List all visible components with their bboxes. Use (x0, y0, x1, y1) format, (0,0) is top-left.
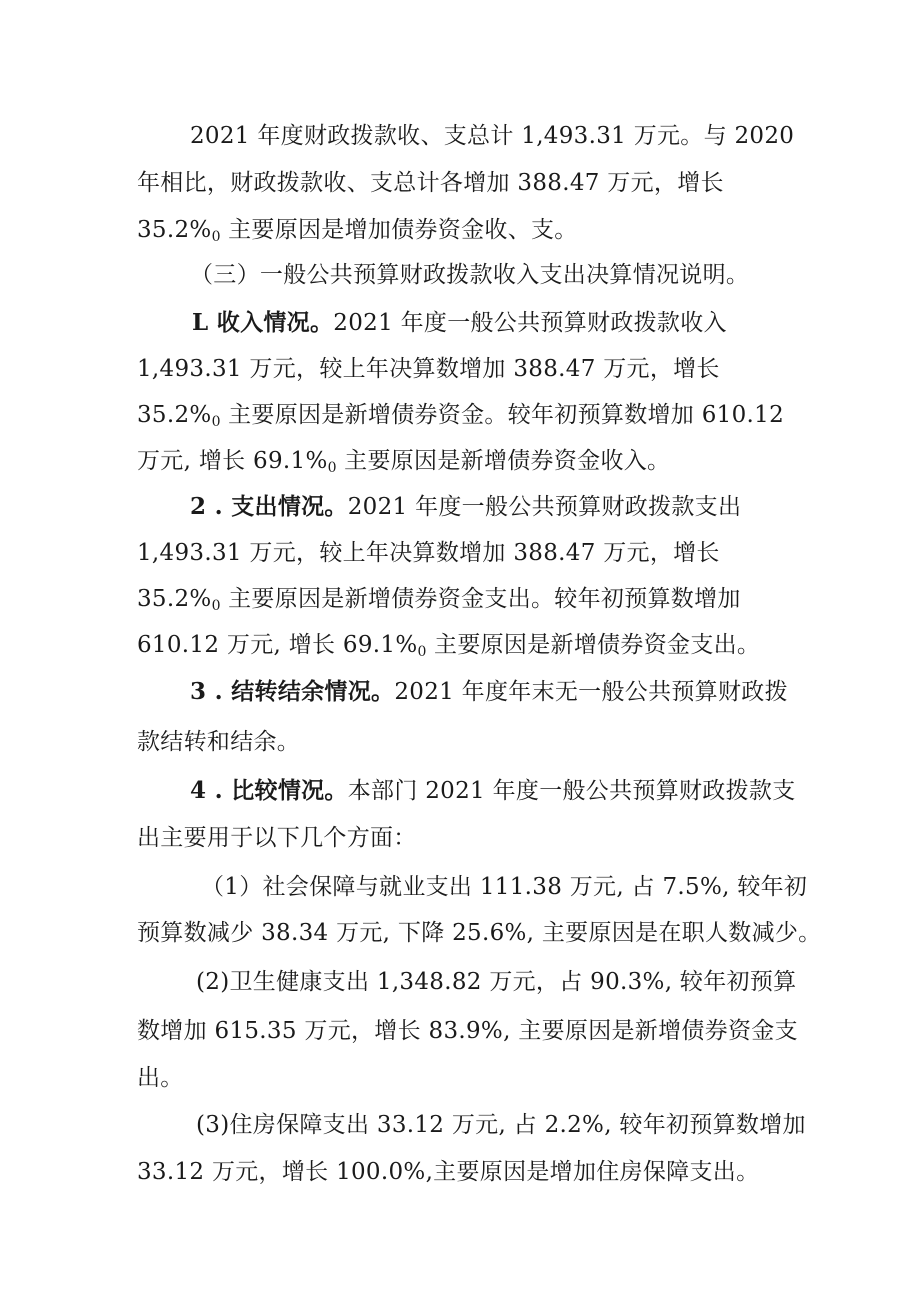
line-text: 出主要用于以下几个方面： (137, 825, 417, 851)
line-text: 2021 年度年末无一般公共预算财政拨 (394, 679, 788, 705)
paragraph-line (137, 1157, 759, 1187)
line-text-pre: 35.2% (137, 217, 212, 243)
paragraph-line (137, 215, 578, 252)
paragraph-line (137, 400, 784, 437)
subscript-mark: 0 (327, 460, 337, 476)
line-text: 主要原因是新增债券资金收入。 (336, 448, 671, 474)
paragraph-line (201, 872, 807, 902)
subscript-mark: 0 (211, 598, 221, 614)
paragraph-line (192, 308, 727, 338)
paragraph-line (190, 492, 741, 522)
line-text: 主要原因是新增债券资金支出。较年初预算数增加 (220, 586, 741, 612)
line-text: 数增加 615.35 万元，增长 83.9%, 主要原因是新增债券资金支 (137, 1018, 798, 1044)
line-text: 2021 年度一般公共预算财政拨款收入 (333, 310, 727, 336)
line-text: 主要原因是新增债券资金。较年初预算数增加 610.12 (220, 402, 784, 428)
paragraph-line (137, 823, 417, 853)
paragraph-line (196, 967, 796, 997)
line-text: 主要原因是新增债券资金支出。 (426, 632, 761, 658)
line-text: 出。 (137, 1065, 184, 1091)
paragraph-line (137, 727, 300, 757)
line-text: （1）社会保障与就业支出 111.38 万元, 占 7.5%, 较年初 (201, 874, 808, 900)
line-text: 1,493.31 万元，较上年决算数增加 388.47 万元，增长 (137, 356, 720, 382)
section-heading (190, 260, 749, 290)
paragraph-line (137, 1016, 798, 1046)
item-heading: 2 . 支出情况。 (190, 493, 348, 520)
line-text-pre: 35.2% (137, 402, 212, 428)
paragraph-line (137, 354, 720, 384)
subscript-mark: 0 (211, 229, 221, 245)
paragraph-line (190, 677, 788, 707)
paragraph-line (137, 168, 724, 198)
paragraph-line (137, 630, 760, 667)
item-heading: L 收入情况。 (192, 309, 334, 336)
line-text: 主要原因是增加债券资金收、支。 (220, 217, 578, 243)
line-text: 1,493.31 万元，较上年决算数增加 388.47 万元，增长 (137, 540, 720, 566)
line-text-pre: 35.2% (137, 586, 212, 612)
line-text: (3)住房保障支出 33.12 万元, 占 2.2%, 较年初预算数增加 (196, 1112, 806, 1138)
line-text: (2)卫生健康支出 1,348.82 万元，占 90.3%, 较年初预算 (196, 969, 797, 995)
paragraph-line (137, 538, 720, 568)
line-text-pre: 610.12 万元, 增长 69.1% (137, 632, 418, 658)
subscript-mark: 0 (417, 644, 427, 660)
line-text: 预算数减少 38.34 万元, 下降 25.6%, 主要原因是在职人数减少。 (137, 920, 822, 946)
line-text: 年相比，财政拨款收、支总计各增加 388.47 万元，增长 (137, 170, 724, 196)
line-text: （三）一般公共预算财政拨款收入支出决算情况说明。 (190, 262, 750, 288)
line-text: 2021 年度财政拨款收、支总计 1,493.31 万元。与 2020 (190, 123, 795, 149)
line-text: 款结转和结余。 (137, 729, 301, 755)
line-text: 2021 年度一般公共预算财政拨款支出 (347, 494, 742, 520)
paragraph-line (137, 446, 670, 483)
paragraph-line (137, 1063, 184, 1093)
item-heading: 4 . 比较情况。 (190, 777, 348, 804)
line-text-pre: 万元, 增长 69.1% (137, 448, 328, 474)
line-text: 本部门 2021 年度一般公共预算财政拨款支 (347, 778, 796, 804)
item-heading: 3 . 结转结余情况。 (190, 678, 395, 705)
paragraph-line (137, 584, 741, 621)
line-text: 33.12 万元，增长 100.0%,主要原因是增加住房保障支出。 (137, 1159, 760, 1185)
subscript-mark: 0 (211, 414, 221, 430)
paragraph-line (196, 1110, 806, 1140)
paragraph-line (190, 121, 794, 151)
paragraph-line (190, 776, 796, 806)
paragraph-line (137, 918, 822, 948)
